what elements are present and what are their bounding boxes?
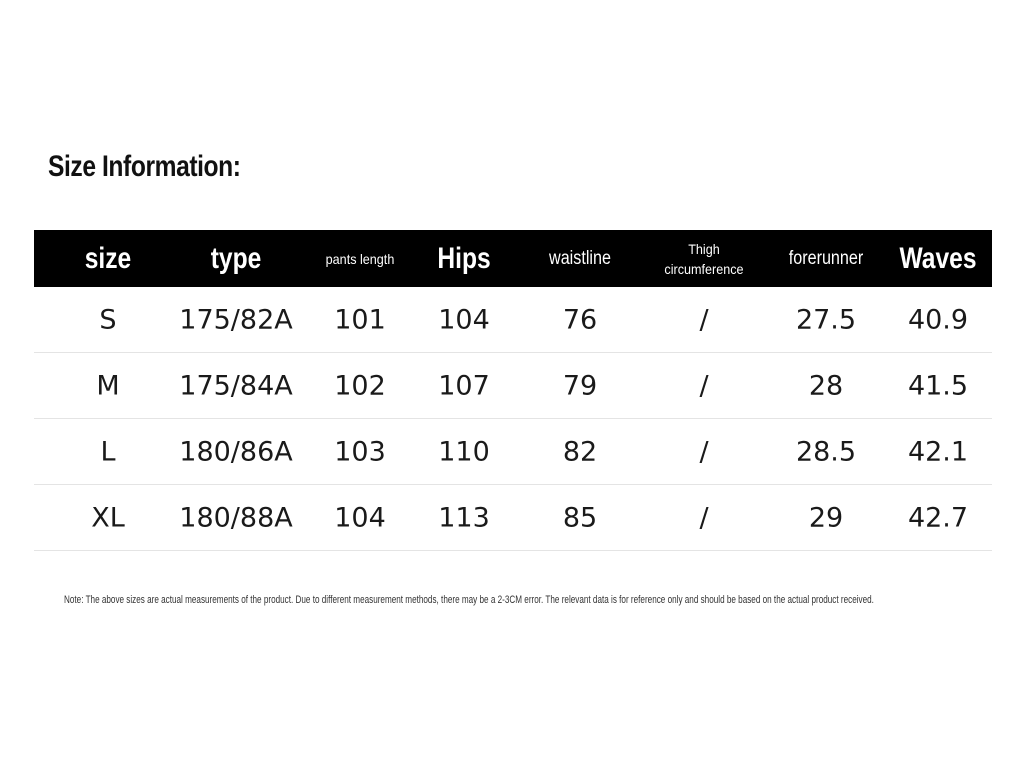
table-row [34,353,992,419]
cell-size: L [100,436,116,467]
page-title: Size Information: [48,150,241,183]
table-row [34,485,992,551]
header-thigh-line-1: Thigh [688,240,720,257]
cell-hips: 107 [438,370,490,401]
cell-hips: 113 [438,502,490,533]
cell-type: 175/84A [179,370,293,401]
cell-thigh: / [699,304,709,335]
table-row [34,419,992,485]
cell-waistline: 76 [562,304,598,335]
cell-pants-length: 102 [334,370,386,401]
cell-waves: 42.7 [907,502,969,533]
cell-pants-length: 103 [334,436,386,467]
measurement-note: Note: The above sizes are actual measurements of the product. Due to different measurement methods, there may be a 2-3CM error. The relevant data is for reference only and should be based on the actual product received. [64,594,874,606]
cell-forerunner: 27.5 [795,304,857,335]
cell-size: S [99,304,117,335]
cell-waves: 41.5 [907,370,969,401]
header-forerunner: forerunner [788,247,864,269]
cell-thigh: / [699,370,709,401]
cell-waistline: 79 [562,370,598,401]
cell-waves: 42.1 [907,436,969,467]
cell-hips: 110 [438,436,490,467]
header-waves: Waves [899,241,977,275]
header-size: size [84,241,132,275]
cell-waistline: 82 [562,436,598,467]
header-pants-length: pants length [325,250,395,267]
cell-forerunner: 28.5 [795,436,857,467]
cell-thigh: / [699,436,709,467]
cell-waistline: 85 [562,502,598,533]
cell-type: 175/82A [179,304,293,335]
header-thigh-line-2: circumference [664,260,744,277]
cell-type: 180/86A [179,436,293,467]
cell-size: M [96,370,120,401]
cell-hips: 104 [438,304,490,335]
cell-size: XL [91,502,125,533]
cell-forerunner: 29 [808,502,844,533]
header-hips: Hips [437,241,491,275]
header-thigh-circumference [664,239,743,279]
table-header-row [34,230,992,287]
cell-pants-length: 104 [334,502,386,533]
header-type: type [210,241,262,275]
cell-type: 180/88A [179,502,293,533]
cell-waves: 40.9 [907,304,969,335]
table-row [34,287,992,353]
cell-thigh: / [699,502,709,533]
cell-forerunner: 28 [808,370,844,401]
size-table [34,230,992,551]
header-waistline: waistline [549,247,611,269]
cell-pants-length: 101 [334,304,386,335]
